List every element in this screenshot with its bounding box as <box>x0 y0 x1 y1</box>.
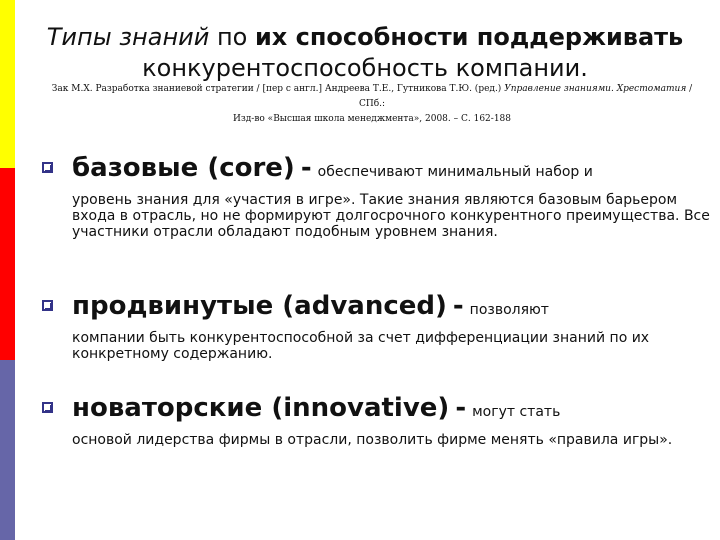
title-line-2: конкурентоспособность компании. <box>142 54 588 82</box>
item-lead-text: обеспечивают минимальный набор и <box>317 164 593 180</box>
side-bar-yellow <box>0 0 15 168</box>
item-heading <box>72 288 702 328</box>
side-bar-purple <box>0 360 15 540</box>
slide-title <box>20 22 710 84</box>
item-heading <box>72 390 702 430</box>
list-item-innovative <box>42 390 702 448</box>
item-description: уровень знания для «участия в игре». Такие знания являются базовым барьером входа в отрасль, но не формируют долгосрочного конкурентного преимущества. Все участники отрасли обладают подобным уровнем знания. <box>72 192 710 240</box>
item-term: новаторские (innovative) <box>72 393 450 423</box>
item-dash: - <box>300 153 312 183</box>
item-term: базовые (core) <box>72 153 295 183</box>
source-book-title: Управление знаниями. Хрестоматия <box>504 84 687 94</box>
source-city: / СПб.: <box>358 84 693 109</box>
item-description: компании быть конкурентоспособной за счет дифференциации знаний по их конкретному содержанию. <box>72 330 650 362</box>
title-bold-part: их способности поддерживать <box>254 23 684 51</box>
item-description: основой лидерства фирмы в отрасли, позволить фирме менять «правила игры». <box>72 432 673 448</box>
item-dash: - <box>455 393 467 423</box>
item-lead-text: позволяют <box>469 302 549 318</box>
item-heading <box>72 150 702 190</box>
source-citation <box>42 82 702 127</box>
title-italic-part: Типы знаний <box>46 23 210 51</box>
source-publisher: Изд-во «Высшая школа менеджмента», 2008. – С. 162-188 <box>233 114 511 124</box>
item-dash: - <box>452 291 464 321</box>
item-term: продвинутые (advanced) <box>72 291 447 321</box>
source-authors: Зак М.Х. Разработка знаниевой стратегии / [пер с англ.] Андреева Т.Е., Гутникова Т.Ю. (ред.) <box>51 84 505 94</box>
title-plain-part: по <box>209 23 255 51</box>
side-bar-red <box>0 168 15 360</box>
item-lead-text: могут стать <box>472 404 561 420</box>
list-item-advanced <box>42 288 702 362</box>
checkbox-bullet-icon <box>42 300 53 311</box>
checkbox-bullet-icon <box>42 162 53 173</box>
list-item-core <box>42 150 710 240</box>
checkbox-bullet-icon <box>42 402 53 413</box>
